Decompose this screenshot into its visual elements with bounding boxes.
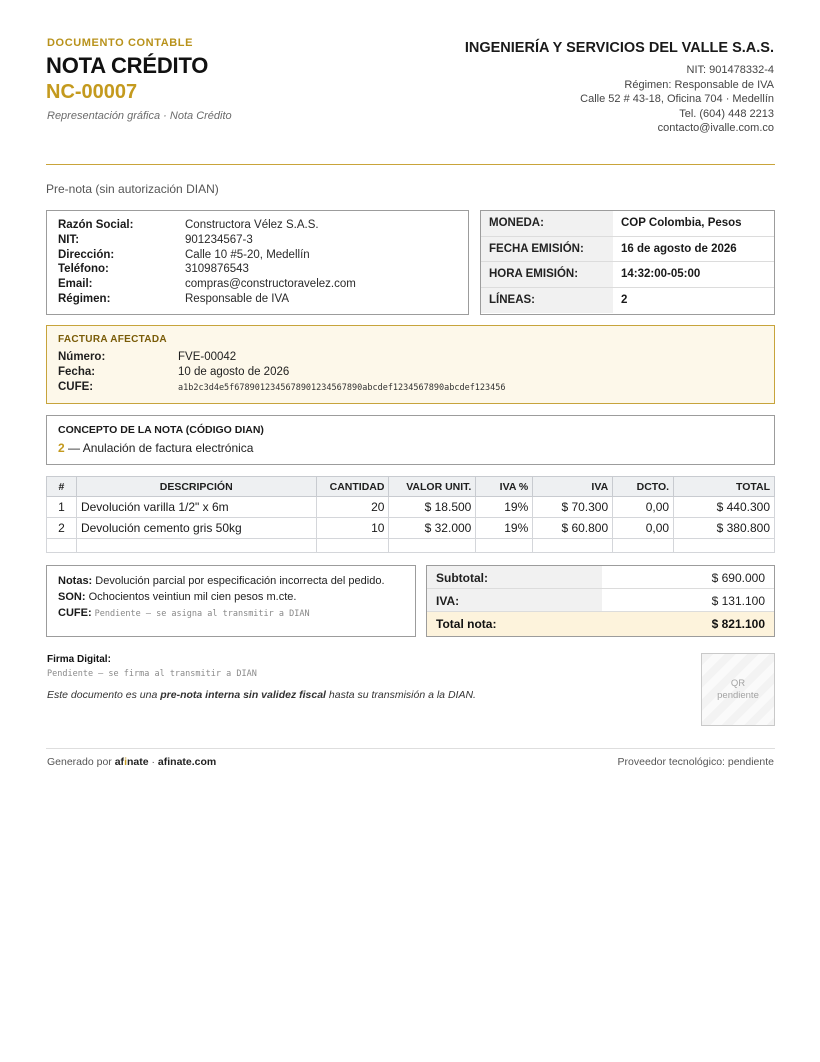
status-note: Pre-nota (sin autorización DIAN) (46, 182, 219, 196)
affected-invoice-cufe-row (58, 380, 763, 396)
meta-date-label: FECHA EMISIÓN: (481, 237, 613, 262)
disclaimer-bold: pre-nota interna sin validez fiscal (160, 689, 326, 701)
note-concept-separator: — (64, 441, 83, 455)
notes-line (58, 573, 404, 589)
meta-time: 14:32:00-05:00 (621, 268, 701, 280)
brand-part: af (114, 756, 125, 768)
column-header: DCTO. (613, 477, 674, 497)
client-name-row (58, 218, 457, 233)
footer-separator: · (148, 756, 158, 768)
client-phone-row (58, 262, 457, 277)
table-row (47, 497, 775, 518)
document-meta-box (480, 210, 775, 315)
meta-date-row (481, 237, 774, 263)
qr-code-placeholder (701, 653, 775, 726)
item-total: $ 380.800 (674, 518, 775, 539)
item-discount: 0,00 (613, 497, 674, 518)
disclaimer-pre: Este documento es una (47, 689, 161, 701)
table-row-empty (47, 539, 775, 553)
client-regime-row (58, 292, 457, 307)
affected-invoice-cufe-label: CUFE: (58, 381, 94, 393)
document-number: NC-00007 (46, 81, 138, 103)
meta-lines-row (481, 288, 774, 314)
brand-part-accent: i (124, 756, 127, 768)
iva-row (427, 589, 774, 612)
subtotal-value: $ 690.000 (711, 571, 765, 585)
client-name-label: Razón Social: (58, 219, 134, 231)
iva-label: IVA: (427, 589, 602, 611)
column-header: DESCRIPCIÓN (76, 477, 316, 497)
item-iva-percent: 19% (476, 518, 533, 539)
client-name: Constructora Vélez S.A.S. (185, 219, 319, 231)
signature-value: Pendiente — se firma al transmitir a DIAN (47, 669, 257, 679)
amount-in-words-label: SON: (58, 591, 86, 603)
cufe-label: CUFE: (58, 607, 92, 619)
affected-invoice-date-label: Fecha: (58, 366, 96, 378)
brand-site-link[interactable]: afinate.com (157, 756, 217, 768)
client-address-label: Dirección: (58, 248, 115, 261)
client-email: compras@constructoravelez.com (185, 278, 356, 291)
generated-by-label: Generado por (47, 756, 115, 768)
document-kicker: DOCUMENTO CONTABLE (47, 37, 194, 49)
amount-in-words-line (58, 589, 404, 605)
issuer-email: contacto@ivalle.com.co (657, 122, 774, 135)
affected-invoice-number: FVE-00042 (178, 351, 237, 363)
header-divider (46, 164, 775, 165)
affected-invoice-cufe: a1b2c3d4e5f6789012345678901234567890abcdef1234567890abcdef123456 (178, 383, 506, 393)
item-number: 2 (47, 518, 77, 539)
issuer-phone: Tel. (604) 448 2213 (679, 107, 774, 120)
column-header: VALOR UNIT. (389, 477, 476, 497)
disclaimer-post: hasta su transmisión a la DIAN. (325, 689, 476, 701)
cufe-line (58, 605, 404, 622)
item-quantity: 10 (316, 518, 389, 539)
footer-generated-by (47, 756, 216, 768)
qr-status: pendiente (717, 689, 759, 701)
total-label: Total nota: (427, 612, 602, 636)
item-unit-value: $ 18.500 (389, 497, 476, 518)
total-value: $ 821.100 (602, 612, 774, 636)
meta-currency-row (481, 211, 774, 237)
item-description: Devolución varilla 1/2" x 6m (76, 497, 316, 518)
issuer-regime: Régimen: Responsable de IVA (624, 78, 774, 91)
notes-text: Devolución parcial por especificación incorrecta del pedido. (95, 575, 385, 587)
subtotal-label: Subtotal: (427, 566, 602, 588)
note-concept-title: CONCEPTO DE LA NOTA (CÓDIGO DIAN) (58, 424, 264, 436)
client-nit-row (58, 233, 457, 248)
note-concept-description: Anulación de factura electrónica (82, 441, 254, 455)
affected-invoice-number-label: Número: (58, 351, 106, 363)
client-address: Calle 10 #5-20, Medellín (185, 248, 310, 261)
client-nit: 901234567-3 (185, 233, 253, 246)
fiscal-disclaimer (47, 689, 476, 701)
affected-invoice-date: 10 de agosto de 2026 (178, 366, 290, 378)
item-total: $ 440.300 (674, 497, 775, 518)
client-regime-label: Régimen: (58, 292, 111, 305)
issuer-address: Calle 52 # 43-18, Oficina 704 · Medellín (580, 93, 774, 106)
document-title: NOTA CRÉDITO (46, 53, 209, 78)
client-nit-label: NIT: (58, 233, 80, 246)
item-number: 1 (47, 497, 77, 518)
column-header: IVA % (476, 477, 533, 497)
meta-time-row (481, 262, 774, 288)
item-quantity: 20 (316, 497, 389, 518)
footer-provider: Proveedor tecnológico: pendiente (617, 756, 774, 768)
notes-label: Notas: (58, 575, 93, 587)
total-row (427, 612, 774, 636)
client-email-row (58, 277, 457, 292)
items-header-row (47, 477, 775, 497)
client-email-label: Email: (58, 278, 93, 291)
table-row (47, 518, 775, 539)
client-phone-label: Teléfono: (58, 263, 109, 276)
client-box (46, 210, 469, 315)
item-iva-percent: 19% (476, 497, 533, 518)
meta-date: 16 de agosto de 2026 (621, 242, 737, 255)
issuer-nit: NIT: 901478332-4 (686, 64, 774, 76)
notes-box (46, 565, 416, 637)
note-concept-code: 2 (58, 441, 65, 455)
affected-invoice-title: FACTURA AFECTADA (58, 334, 167, 345)
column-header: IVA (533, 477, 613, 497)
note-concept-box (46, 415, 775, 465)
affected-invoice-number-row (58, 350, 763, 365)
meta-lines: 2 (621, 293, 628, 306)
totals-box (426, 565, 775, 637)
client-regime: Responsable de IVA (185, 292, 289, 305)
affected-invoice-box (46, 325, 775, 404)
footer-divider (46, 748, 775, 749)
amount-in-words: Ochocientos veintiun mil cien pesos m.cte. (88, 591, 297, 603)
document-subtitle: Representación gráfica · Nota Crédito (47, 110, 232, 122)
meta-currency-label: MONEDA: (481, 211, 613, 236)
item-discount: 0,00 (613, 518, 674, 539)
iva-value: $ 131.100 (711, 594, 765, 608)
brand-logo (115, 756, 149, 768)
items-table (46, 476, 775, 553)
issuer-name: INGENIERÍA Y SERVICIOS DEL VALLE S.A.S. (464, 40, 774, 56)
qr-label: QR (730, 677, 746, 689)
column-header: CANTIDAD (316, 477, 389, 497)
issuer-block (454, 38, 774, 136)
affected-invoice-date-row (58, 365, 763, 380)
item-iva: $ 70.300 (533, 497, 613, 518)
item-unit-value: $ 32.000 (389, 518, 476, 539)
column-header: # (47, 477, 77, 497)
note-concept-line (58, 441, 763, 455)
item-iva: $ 60.800 (533, 518, 613, 539)
signature-label: Firma Digital: (47, 654, 111, 665)
cufe-value: Pendiente — se asigna al transmitir a DIAN (94, 609, 310, 619)
client-phone: 3109876543 (185, 263, 249, 276)
subtotal-row (427, 566, 774, 589)
client-address-row (58, 248, 457, 263)
item-description: Devolución cemento gris 50kg (76, 518, 316, 539)
column-header: TOTAL (674, 477, 775, 497)
meta-time-label: HORA EMISIÓN: (481, 262, 613, 287)
brand-part: nate (126, 756, 149, 768)
meta-lines-label: LÍNEAS: (481, 288, 613, 314)
meta-currency: COP Colombia, Pesos (621, 217, 742, 229)
